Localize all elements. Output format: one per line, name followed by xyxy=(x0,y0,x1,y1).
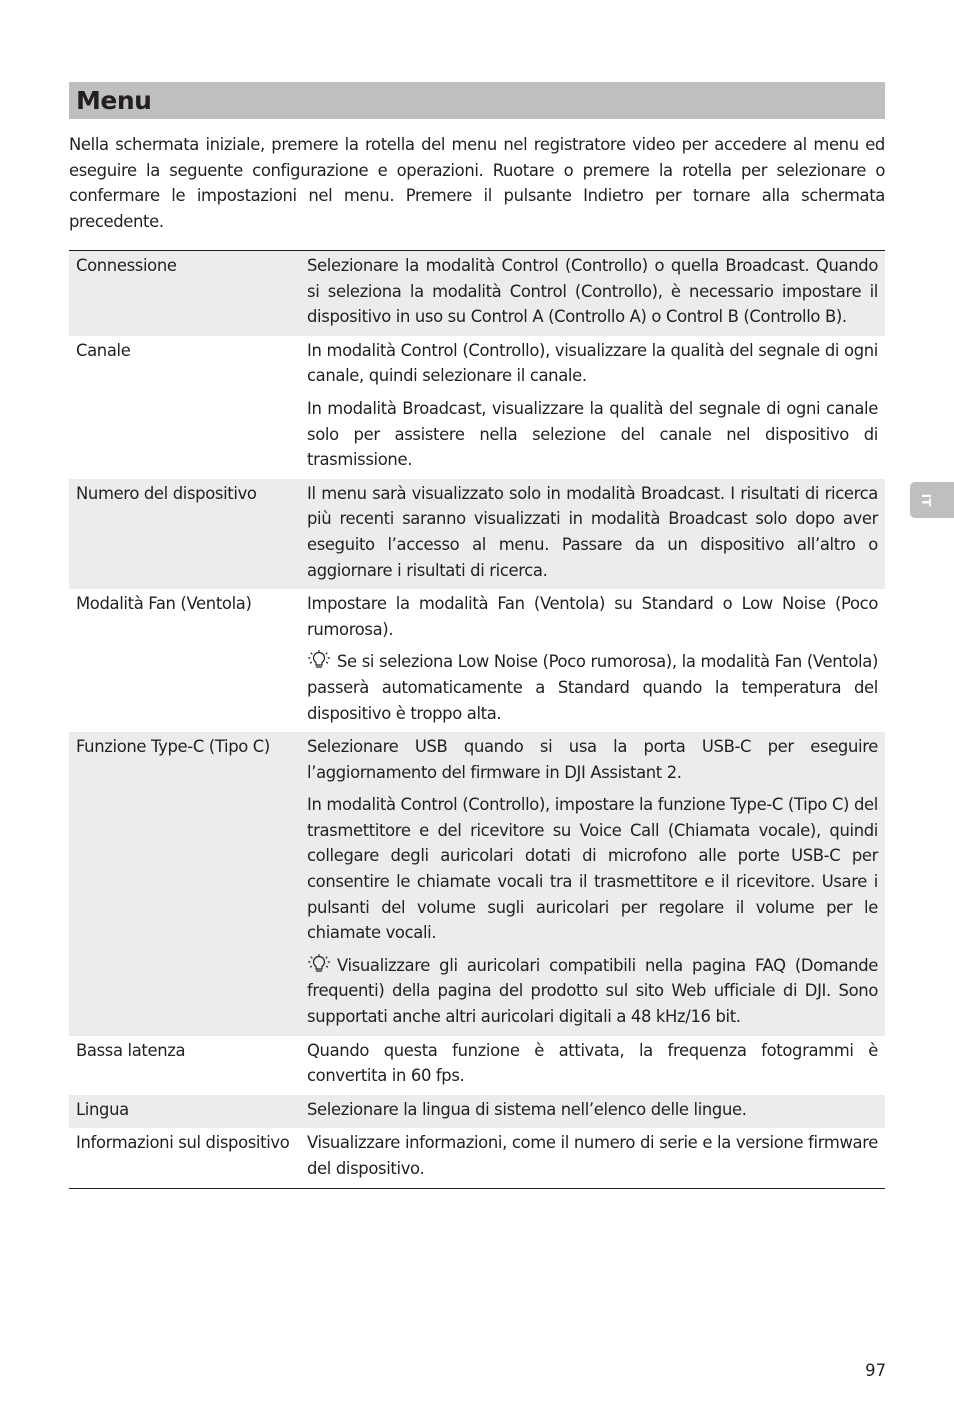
table-row xyxy=(69,1095,885,1129)
lightbulb-icon xyxy=(307,954,331,974)
setting-name: Bassa latenza xyxy=(76,1040,186,1060)
table-row xyxy=(69,1036,885,1095)
menu-settings-table xyxy=(69,250,885,1189)
tip-note xyxy=(307,953,878,1030)
description-paragraph: In modalità Control (Controllo), visualizzare la qualità del segnale di ogni canale, quindi selezionare il canale. xyxy=(307,340,878,386)
description-paragraph: Quando questa funzione è attivata, la frequenza fotogrammi è convertita in 60 fps. xyxy=(307,1040,878,1086)
setting-name: Canale xyxy=(76,340,131,360)
table-row xyxy=(69,732,885,1036)
tip-note xyxy=(307,649,878,726)
language-tab-label: IT xyxy=(919,493,933,507)
setting-description xyxy=(300,479,885,589)
tip-text: Se si seleziona Low Noise (Poco rumorosa), la modalità Fan (Ventola) passerà automaticamente a Standard quando la temperatura del dispositivo è troppo alta. xyxy=(307,652,878,723)
description-paragraph: In modalità Broadcast, visualizzare la qualità del segnale di ogni canale solo per assistere nella selezione del canale nel dispositivo di trasmissione. xyxy=(307,398,878,470)
setting-name: Connessione xyxy=(69,251,300,336)
page-number: 97 xyxy=(865,1361,886,1380)
lightbulb-icon xyxy=(307,650,331,670)
setting-name: Numero del dispositivo xyxy=(69,479,300,589)
description-paragraph: Visualizzare informazioni, come il numero di serie e la versione firmware del dispositivo. xyxy=(307,1133,878,1178)
setting-name: Funzione Type-C (Tipo C) xyxy=(69,732,300,1036)
intro-paragraph: Nella schermata iniziale, premere la rotella del menu nel registratore video per accedere al menu ed eseguire la seguente configurazione e operazioni. Ruotare o premere la rotella per selezionare o confermare le impostazioni nel menu. Premere il pulsante Indietro per tornare alla schermata precedente. xyxy=(69,135,885,231)
setting-description xyxy=(300,336,885,479)
setting-name: Modalità Fan (Ventola) xyxy=(76,594,252,614)
setting-name: Lingua xyxy=(69,1095,300,1129)
setting-description xyxy=(300,1128,885,1188)
description-paragraph: Selezionare USB quando si usa la porta USB-C per eseguire l’aggiornamento del firmware in DJI Assistant 2. xyxy=(307,737,878,782)
table-row xyxy=(69,1128,885,1188)
setting-description xyxy=(300,1036,885,1095)
section-title: Menu xyxy=(76,86,152,115)
table-row xyxy=(69,589,885,732)
table-row xyxy=(69,336,885,479)
setting-description xyxy=(300,251,885,336)
description-paragraph: Impostare la modalità Fan (Ventola) su Standard o Low Noise (Poco rumorosa). xyxy=(307,594,878,639)
setting-description xyxy=(300,732,885,1036)
setting-description xyxy=(300,589,885,732)
description-paragraph: Selezionare la lingua di sistema nell’elenco delle lingue. xyxy=(307,1099,747,1119)
table-row xyxy=(69,251,885,336)
description-paragraph: Selezionare la modalità Control (Controllo) o quella Broadcast. Quando si seleziona la modalità Control (Controllo), è necessario impostare il dispositivo in uso su Control A (Controllo A) o Control B (Controllo B). xyxy=(307,256,878,327)
language-side-tab xyxy=(910,482,954,518)
section-title-bar xyxy=(69,82,885,119)
table-row xyxy=(69,479,885,589)
setting-name: Informazioni sul dispositivo xyxy=(76,1133,290,1153)
description-paragraph: In modalità Control (Controllo), impostare la funzione Type-C (Tipo C) del trasmettitore e del ricevitore su Voice Call (Chiamata vocale), quindi collegare degli auricolari dotati di microfono alle porte USB-C per consentire le chiamate vocali tra il trasmettitore e il ricevitore. Usare i pulsanti del volume sugli auricolari per regolare il volume per le chiamate vocali. xyxy=(307,795,878,943)
setting-description xyxy=(300,1095,885,1129)
tip-text: Visualizzare gli auricolari compatibili nella pagina FAQ (Domande frequenti) della pagina del prodotto sul sito Web ufficiale di DJI. Sono supportati anche altri auricolari digitali a 48 kHz/16 bit. xyxy=(307,955,878,1027)
description-paragraph: Il menu sarà visualizzato solo in modalità Broadcast. I risultati di ricerca più recenti saranno visualizzati in modalità Broadcast solo dopo aver eseguito l’accesso al menu. Passare da un dispositivo all’altro o aggiornare i risultati di ricerca. xyxy=(307,483,878,580)
